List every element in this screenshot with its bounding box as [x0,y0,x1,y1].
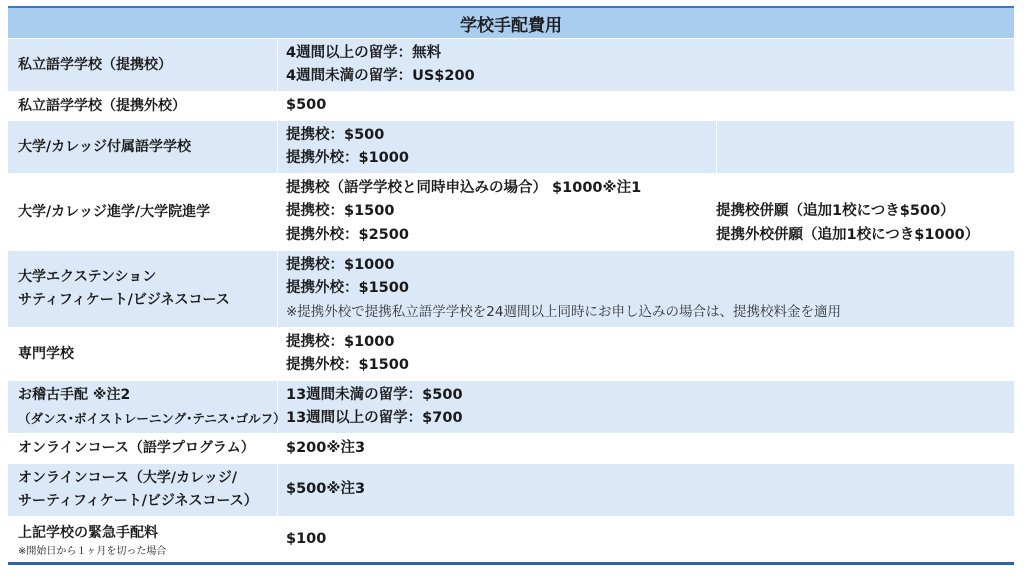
row-value [278,93,1014,119]
row-label [8,175,278,249]
side-value-line: 提携校併願（追加1校につき$500） [716,203,955,219]
value-line: 4週間以上の留学：無料 [286,44,442,61]
row-label-line: オンラインコース（語学プログラム） [18,440,255,456]
row-sublabel: ※開始日から１ヶ月を切った場合 [18,546,167,557]
table-title: 学校手配費用 [8,8,1014,39]
value-line: $200※注3 [286,439,366,456]
value-line: 提携外校：$1000 [286,150,409,166]
row-label-line: サティフィケート/ビジネスコース [18,292,230,308]
value-line: 提携校（語学学校と同時申込みの場合） $1000※注1 [286,179,642,196]
row-label [8,251,278,327]
row-label [8,121,278,173]
row-label-line: オンラインコース（大学/カレッジ/ [18,470,237,486]
value-line: 提携外校：$1500 [286,280,409,297]
value-line: 提携外校：$2500 [286,226,409,243]
row-label [8,381,286,433]
row-label-line: 上記学校の緊急手配料 [18,525,158,541]
row-label-line: 専門学校 [18,345,74,362]
value-line: 提携校：$1500 [286,203,395,220]
table-row [8,121,1014,175]
row-label [8,518,278,562]
row-value [278,329,1014,379]
row-label-line: 私立語学学校（提携外校） [18,97,186,114]
row-value [278,381,1014,433]
table-row [8,39,1014,93]
row-label [8,39,278,91]
row-label-line: お稽古手配 ※注2 [18,387,131,403]
value-line: 提携校：$1000 [286,256,395,273]
value-line: 13週間以上の留学：$700 [286,410,463,426]
row-label [8,464,278,516]
row-label-line: サーティフィケート/ビジネスコース） [18,493,258,509]
side-value-line: 提携外校併願（追加1校につき$1000） [716,226,980,243]
table-row [8,93,1014,121]
table-row [8,464,1014,518]
table-row [8,251,1014,329]
row-label-line: 大学エクステンション [18,269,157,285]
row-label-line: 私立語学学校（提携校） [18,56,172,73]
row-value [278,518,1014,562]
value-line: 提携校：$500 [286,126,385,143]
row-value [278,435,1014,462]
row-value [278,121,1014,173]
value-line: $100 [286,531,327,548]
value-line: 提携校：$1000 [286,333,395,350]
row-value [278,464,1014,516]
row-note: ※提携外校で提携私立語学学校を24週間以上同時にお申し込みの場合は、提携校料金を適用 [286,303,841,320]
row-value [278,175,1014,249]
row-label [8,435,278,462]
value-line: $500 [286,97,327,114]
table-row [8,518,1014,562]
row-label [8,329,278,379]
value-line: 提携外校：$1500 [286,357,409,373]
row-label-line: 大学/カレッジ付属語学学校 [18,138,191,155]
fee-table [8,6,1014,565]
table-row [8,381,1014,435]
row-label-line: 大学/カレッジ進学/大学院進学 [18,203,211,220]
table-row [8,329,1014,381]
table-row [8,435,1014,464]
row-value [278,251,1014,327]
value-line: 13週間未満の留学：$500 [286,386,463,403]
table-row [8,175,1014,251]
value-line: 4週間未満の留学：US$200 [286,68,475,84]
row-value [278,39,1014,91]
row-label-line: （ダンス･ボイストレーニング･テニス･ゴルフ） [18,411,286,426]
value-line: $500※注3 [286,481,366,498]
row-label [8,93,278,119]
